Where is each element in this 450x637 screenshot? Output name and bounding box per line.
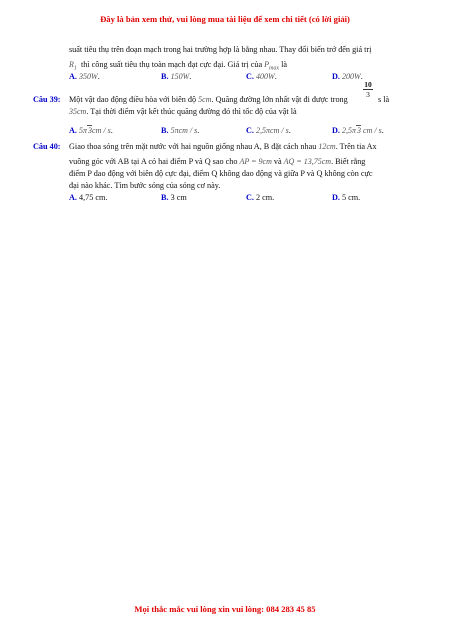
- q40-line-1: Câu 40: Giao thoa sóng trên mặt nước với hai nguồn giống nhau A, B đặt cách nhau 12cm. Trên tia Ax: [33, 142, 377, 151]
- q39-option-d[interactable]: D. 2,5π3 cm / s.: [332, 126, 384, 135]
- q38-line-1: suất tiêu thụ trên đoạn mạch trong hai trường hợp là bằng nhau. Thay đổi biến trở đến giá trị: [69, 45, 372, 54]
- pmax-symbol: $P_{max}$: [264, 60, 280, 72]
- q39-option-c[interactable]: C. 2,5πcm / s.: [246, 126, 291, 135]
- preview-banner: Đây là bản xem thử, vui lòng mua tài liệu để xem chi tiết (có lời giải): [100, 14, 350, 24]
- q40-line-3: điểm P dao động với biên độ cực đại, điểm Q không dao động và giữa P và Q không còn cực: [69, 169, 373, 178]
- q38-option-a[interactable]: A. 350W.: [69, 72, 100, 81]
- contact-footer: Mọi thắc mắc vui lòng xin vui lòng: 084 283 45 85: [134, 604, 316, 614]
- q38-option-d[interactable]: D. 200W.: [332, 72, 363, 81]
- q40-option-b[interactable]: B. 3 cm: [161, 193, 187, 202]
- q40-option-c[interactable]: C. 2 cm.: [246, 193, 275, 202]
- q38-option-b[interactable]: B. 150W.: [161, 72, 192, 81]
- q38-text: thì công suất tiêu thụ toàn mạch đạt cực đại. Giá trị của: [80, 60, 263, 69]
- q40-line-2: vuông góc với AB tại A có hai điểm P và Q sao cho AP = 9cm và AQ = 13,75cm. Biết rằng: [69, 157, 366, 166]
- q39-option-b[interactable]: B. 5πcm / s.: [161, 126, 200, 135]
- q39-line-1: Câu 39: Một vật dao động điều hòa với biên độ 5cm. Quãng đường lớn nhất vật đi được trong $\frac{10}{3}$ s là: [33, 80, 390, 104]
- q38-line-2: $R_1$ thì công suất tiêu thụ toàn mạch đạt cực đại. Giá trị của $P_{max}$ là: [69, 60, 287, 72]
- q38-option-c[interactable]: C. 400W.: [246, 72, 277, 81]
- q40-number: Câu 40:: [33, 142, 61, 151]
- q40-option-d[interactable]: D. 5 cm.: [332, 193, 361, 202]
- q39-fraction: $\frac{10}{3}$: [364, 80, 372, 99]
- q39-line-2: 35cm. Tại thời điểm vật kết thúc quãng đường đó thì tốc độ của vật là: [69, 107, 297, 116]
- q40-options: [33, 192, 428, 204]
- r1-symbol: $R_1$: [69, 60, 77, 72]
- document-body: [33, 44, 428, 204]
- q39-options: [33, 125, 428, 137]
- q40-line-4: đại nào khác. Tìm bước sóng của sóng cơ này.: [69, 181, 221, 190]
- q39-option-a[interactable]: A. 5π3cm / s.: [69, 126, 113, 135]
- q39-number: Câu 39:: [33, 95, 61, 104]
- q40-option-a[interactable]: A. 4,75 cm.: [69, 193, 108, 202]
